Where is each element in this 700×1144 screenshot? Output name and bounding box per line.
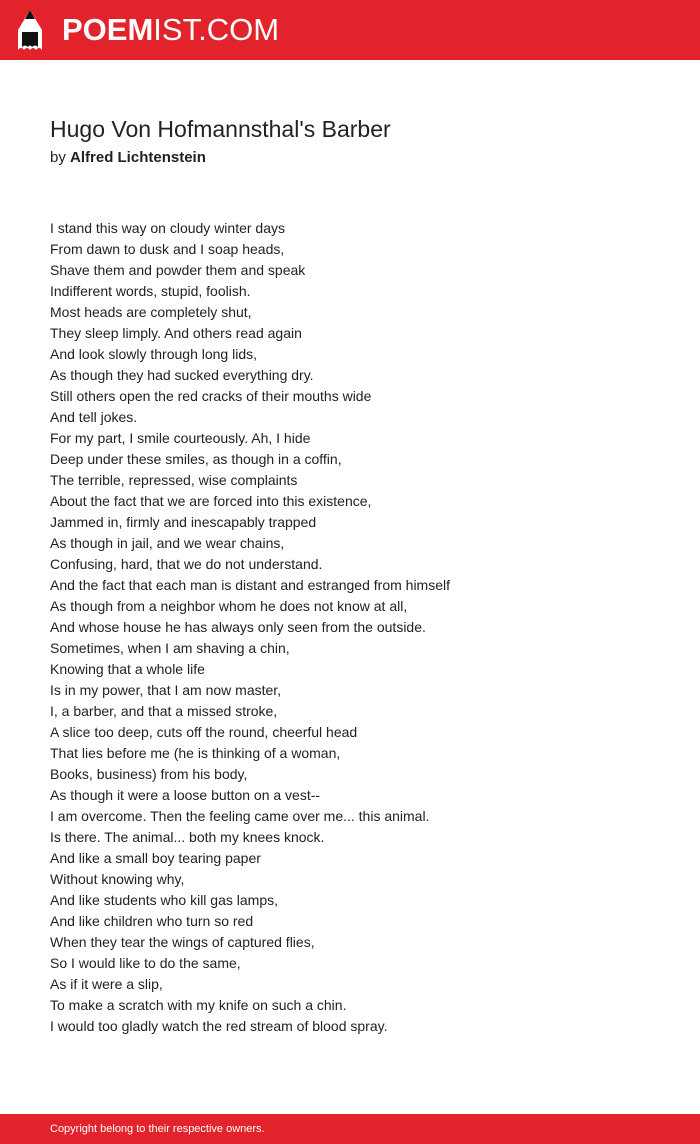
poem-line: And look slowly through long lids, [50,346,258,362]
poem-line: Is in my power, that I am now master, [50,682,282,698]
brand-bold: POEM [62,12,154,47]
poem-line: As though from a neighbor whom he does not know at all, [50,598,408,614]
poem-line: About the fact that we are forced into this existence, [50,493,372,509]
poem-line: Jammed in, firmly and inescapably trapped [50,514,317,530]
poem-line: As though they had sucked everything dry. [50,367,314,383]
poem-line: I would too gladly watch the red stream of blood spray. [50,1018,388,1034]
poem-line: Deep under these smiles, as though in a coffin, [50,451,342,467]
poem-line: A slice too deep, cuts off the round, cheerful head [50,724,358,740]
copyright-text: Copyright belong to their respective owners. [50,1123,265,1135]
by-label: by [50,149,66,166]
poem-line: And like students who kill gas lamps, [50,892,278,908]
brand-light: IST.COM [153,12,280,47]
poem-author: Alfred Lichtenstein [70,149,206,166]
poem-line: When they tear the wings of captured flies, [50,934,315,950]
poem-line: From dawn to dusk and I soap heads, [50,241,285,257]
poem-line: They sleep limply. And others read again [50,325,302,341]
site-footer [0,1114,700,1144]
poem-line: Most heads are completely shut, [50,304,252,320]
poem-line: And whose house he has always only seen from the outside. [50,619,426,635]
poem-line: And like children who turn so red [50,913,254,929]
poem-line: Shave them and powder them and speak [50,262,306,278]
poem-line: That lies before me (he is thinking of a woman, [50,745,341,761]
pencil-icon[interactable] [18,10,42,52]
poem-line: Without knowing why, [50,871,185,887]
poem-line: Indifferent words, stupid, foolish. [50,283,251,299]
poem-line: As though it were a loose button on a vest-- [50,787,321,803]
poem-line: Books, business) from his body, [50,766,248,782]
poem-line: To make a scratch with my knife on such a chin. [50,997,347,1013]
poem-line: Still others open the red cracks of their mouths wide [50,388,372,404]
poem-byline [50,149,206,166]
poem-line: For my part, I smile courteously. Ah, I hide [50,430,311,446]
poem-line: I, a barber, and that a missed stroke, [50,703,278,719]
poem-line: I am overcome. Then the feeling came over me... this animal. [50,808,430,824]
poem-line: As though in jail, and we wear chains, [50,535,285,551]
site-logo-text[interactable] [62,12,279,48]
poem-line: The terrible, repressed, wise complaints [50,472,298,488]
poem-line: I stand this way on cloudy winter days [50,220,286,236]
poem-body [50,218,670,1037]
poem-line: Confusing, hard, that we do not understand. [50,556,323,572]
poem-line: And like a small boy tearing paper [50,850,261,866]
poem-title: Hugo Von Hofmannsthal's Barber [50,116,391,142]
site-header [0,0,700,60]
poem-line: And the fact that each man is distant and estranged from himself [50,577,450,593]
poem-line: Knowing that a whole life [50,661,205,677]
poem-line: As if it were a slip, [50,976,163,992]
poem-line: Sometimes, when I am shaving a chin, [50,640,290,656]
poem-line: And tell jokes. [50,409,138,425]
poem-line: So I would like to do the same, [50,955,241,971]
poem-line: Is there. The animal... both my knees knock. [50,829,325,845]
